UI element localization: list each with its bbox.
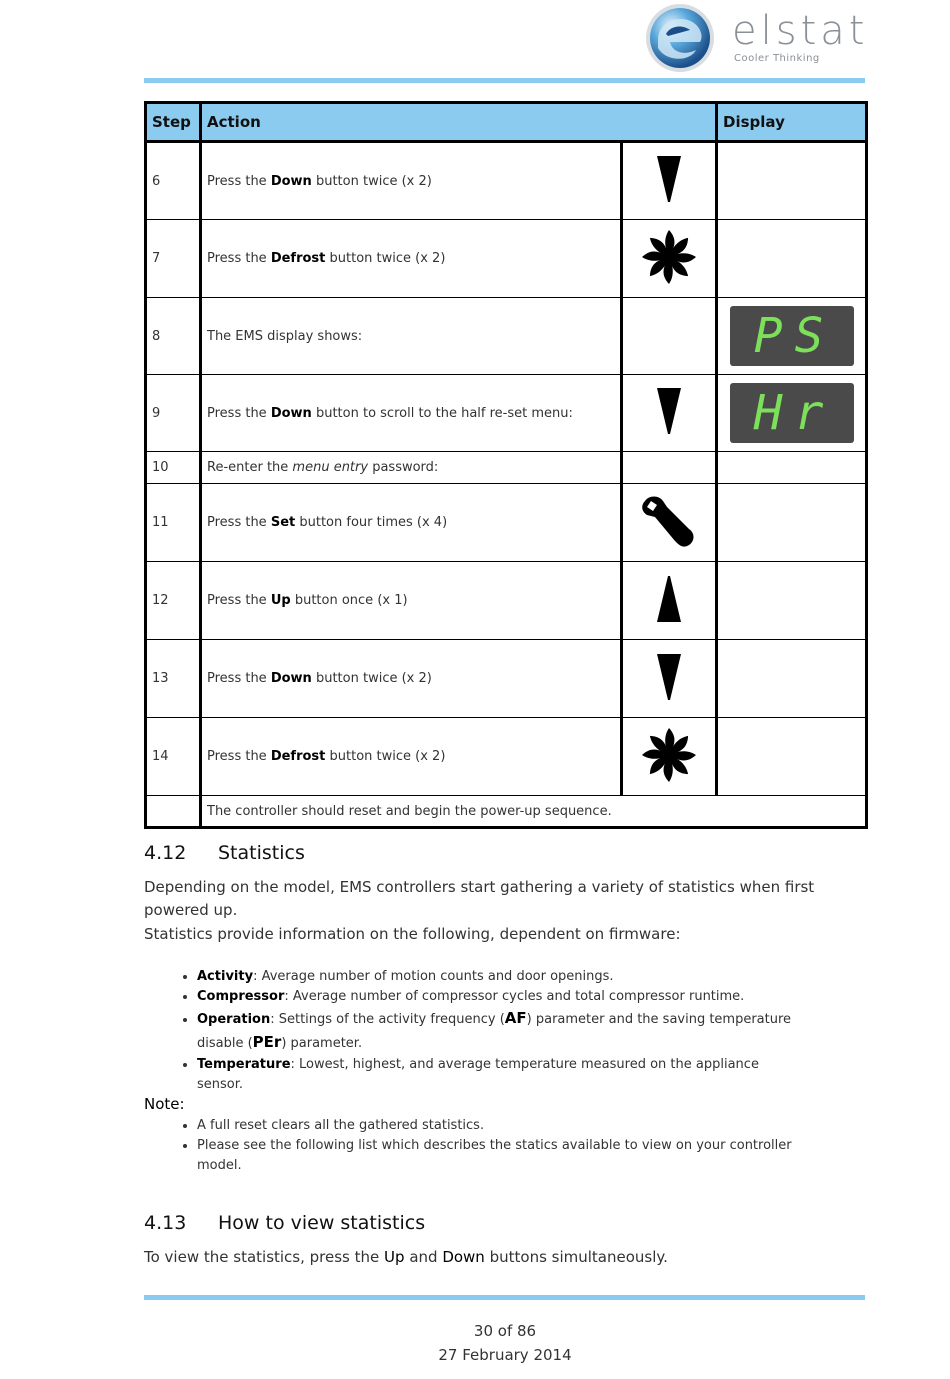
action-text: Press the Up button once (x 1) xyxy=(201,562,622,640)
table-row xyxy=(146,298,867,375)
display-cell xyxy=(717,718,867,796)
paragraph: Depending on the model, EMS controllers start gathering a variety of statistics when first powered up. xyxy=(144,878,815,919)
display-cell xyxy=(717,640,867,718)
step-number: 12 xyxy=(146,562,201,640)
table-row xyxy=(146,718,867,796)
wrench-icon xyxy=(641,495,697,547)
action-text: Press the Set button four times (x 4) xyxy=(201,484,622,562)
action-text: Press the Defrost button twice (x 2) xyxy=(201,718,622,796)
table-row xyxy=(146,220,867,298)
brand-tagline: Cooler Thinking xyxy=(734,53,820,64)
step-number: 7 xyxy=(146,220,201,298)
step-number: 6 xyxy=(146,142,201,220)
defrost-icon xyxy=(640,228,698,286)
lcd-display: PS xyxy=(730,306,854,366)
note-list xyxy=(177,1116,797,1176)
section-heading xyxy=(144,1212,425,1234)
table-header-row xyxy=(146,103,867,142)
lcd-display: Hr xyxy=(730,383,854,443)
button-icon-cell xyxy=(622,718,717,796)
header-action: Action xyxy=(201,103,717,142)
button-icon-cell xyxy=(622,562,717,640)
table-row xyxy=(146,484,867,562)
section-title: Statistics xyxy=(218,842,305,864)
display-cell xyxy=(717,452,867,484)
header-step: Step xyxy=(146,103,201,142)
action-text: Re-enter the menu entry password: xyxy=(201,452,622,484)
section-heading xyxy=(144,842,305,864)
note-label: Note: xyxy=(144,1095,185,1113)
display-cell xyxy=(717,562,867,640)
step-number: 8 xyxy=(146,298,201,375)
list-item: • Activity: Average number of motion counts and door openings. xyxy=(197,967,797,987)
down-arrow-icon xyxy=(654,652,684,702)
final-note: The controller should reset and begin the power-up sequence. xyxy=(201,796,867,828)
button-icon-cell xyxy=(622,452,717,484)
down-arrow-icon xyxy=(654,154,684,204)
button-icon-cell xyxy=(622,142,717,220)
table-row xyxy=(146,142,867,220)
list-item: • Temperature: Lowest, highest, and average temperature measured on the appliance sensor. xyxy=(197,1055,797,1095)
section-title: How to view statistics xyxy=(218,1212,426,1234)
display-cell xyxy=(717,484,867,562)
action-text: Press the Down button to scroll to the half re-set menu: xyxy=(201,375,622,452)
statistics-list xyxy=(177,967,797,1095)
action-text: Press the Down button twice (x 2) xyxy=(201,640,622,718)
document-date: 27 February 2014 xyxy=(438,1346,572,1364)
display-cell xyxy=(717,298,867,375)
step-number xyxy=(146,796,201,828)
header-display: Display xyxy=(717,103,867,142)
button-icon-cell xyxy=(622,484,717,562)
button-icon-cell xyxy=(622,220,717,298)
up-arrow-icon xyxy=(654,574,684,624)
step-number: 10 xyxy=(146,452,201,484)
defrost-icon xyxy=(640,726,698,784)
table-row xyxy=(146,452,867,484)
list-item: • Please see the following list which describes the statics available to view on your controller model. xyxy=(197,1136,797,1176)
paragraph: To view the statistics, press the Up and Down buttons simultaneously. xyxy=(144,1248,668,1266)
table-row xyxy=(146,640,867,718)
action-text: Press the Down button twice (x 2) xyxy=(201,142,622,220)
display-cell xyxy=(717,375,867,452)
button-icon-cell xyxy=(622,375,717,452)
section-number: 4.13 xyxy=(144,1212,187,1234)
display-cell xyxy=(717,142,867,220)
down-arrow-icon xyxy=(654,386,684,436)
elstat-logo xyxy=(644,2,874,76)
list-item: • A full reset clears all the gathered statistics. xyxy=(197,1116,797,1136)
button-icon-cell xyxy=(622,640,717,718)
section-number: 4.12 xyxy=(144,842,187,864)
page-number: 30 of 86 xyxy=(473,1322,537,1340)
button-icon-cell xyxy=(622,298,717,375)
list-item: • Operation: Settings of the activity frequency (AF) parameter and the saving temperature disable (PEr) parameter. xyxy=(197,1007,797,1055)
table-row xyxy=(146,796,867,828)
steps-table xyxy=(144,101,868,829)
list-item: • Compressor: Average number of compressor cycles and total compressor runtime. xyxy=(197,987,797,1007)
step-number: 9 xyxy=(146,375,201,452)
step-number: 14 xyxy=(146,718,201,796)
paragraph: Statistics provide information on the following, dependent on firmware: xyxy=(144,925,681,943)
step-number: 11 xyxy=(146,484,201,562)
table-row xyxy=(146,562,867,640)
action-text: The EMS display shows: xyxy=(201,298,622,375)
display-cell xyxy=(717,220,867,298)
action-text: Press the Defrost button twice (x 2) xyxy=(201,220,622,298)
footer-rule xyxy=(144,1295,865,1300)
elstat-logo-icon xyxy=(644,2,716,74)
header-rule xyxy=(144,78,865,83)
step-number: 13 xyxy=(146,640,201,718)
brand-name: elstat xyxy=(732,8,869,54)
table-row xyxy=(146,375,867,452)
